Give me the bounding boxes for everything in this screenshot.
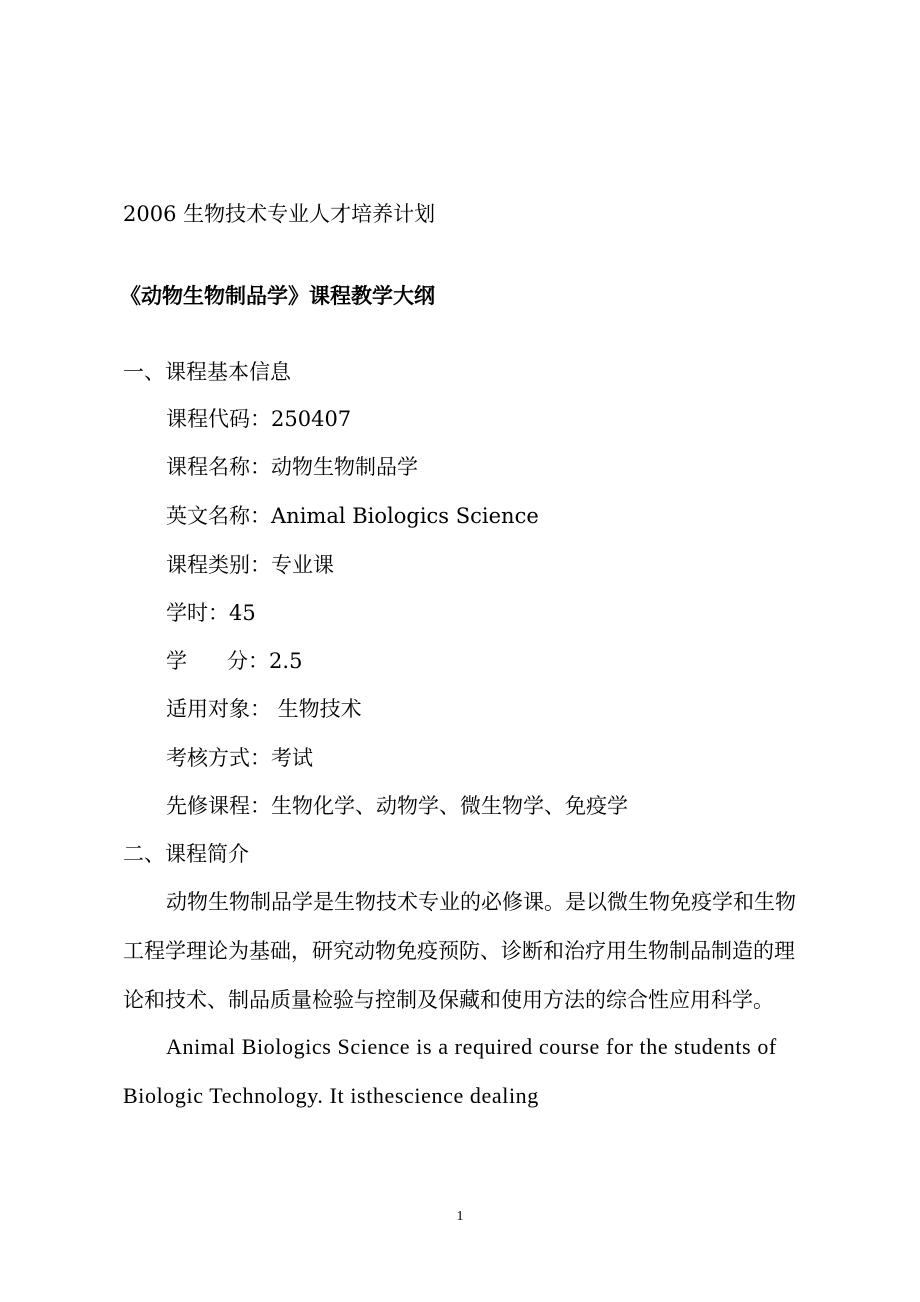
info-course-name: 课程名称：动物生物制品学 — [166, 455, 418, 479]
intro-paragraph-chinese — [123, 878, 808, 1025]
info-course-code: 课程代码：250407 — [166, 407, 352, 431]
info-prerequisites: 先修课程：生物化学、动物学、微生物学、免疫学 — [166, 794, 628, 818]
document-title: 《动物生物制品学》课程教学大纲 — [120, 283, 435, 308]
info-class-hours: 学时：45 — [166, 601, 256, 625]
info-credits: 学 分：2.5 — [166, 649, 303, 673]
info-course-category: 课程类别：专业课 — [166, 553, 334, 577]
info-english-name: 英文名称：Animal Biologics Science — [166, 504, 539, 528]
section-heading-basic-info: 一、课程基本信息 — [123, 360, 291, 384]
page-number: 1 — [456, 1209, 464, 1224]
intro-paragraph-english-text: Animal Biologics Science is a required course for the students of Biologic Technology. It isthescience dealing — [123, 1034, 777, 1108]
info-target-students: 适用对象： 生物技术 — [166, 697, 362, 721]
section-heading-introduction: 二、课程简介 — [123, 842, 249, 866]
info-assessment: 考核方式：考试 — [166, 746, 313, 770]
intro-paragraph-english — [123, 1022, 808, 1120]
intro-paragraph-chinese-text: 动物生物制品学是生物技术专业的必修课。是以微生物免疫学和生物工程学理论为基础，研究动物免疫预防、诊断和治疗用生物制品制造的理论和技术、制品质量检验与控制及保藏和使用方法的综合性应用科学。 — [123, 890, 796, 1012]
plan-title: 2006 生物技术专业人才培养计划 — [123, 202, 436, 226]
